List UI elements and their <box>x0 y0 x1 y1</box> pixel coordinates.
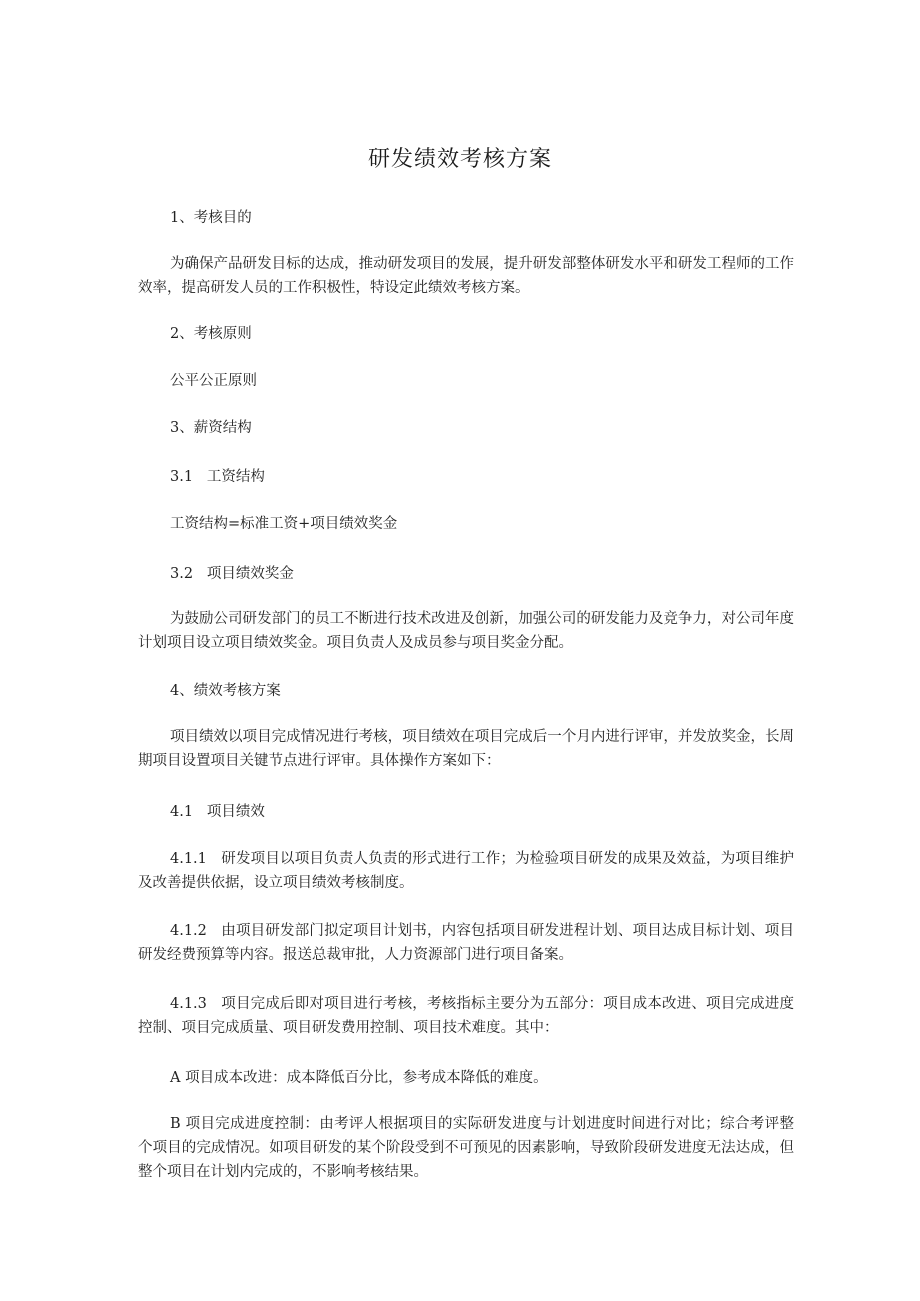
paragraph-4-1-2: 4.1.2 由项目研发部门拟定项目计划书，内容包括项目研发进程计划、项目达成目标计划、项目研发经费预算等内容。报送总裁审批，人力资源部门进行项目备案。 <box>138 923 794 963</box>
paragraph-item-a: A 项目成本改进：成本降低百分比，参考成本降低的难度。 <box>170 1070 548 1086</box>
paragraph-bonus: 为鼓励公司研发部门的员工不断进行技术改进及创新，加强公司的研发能力及竞争力，对公司年度计划项目设立项目绩效奖金。项目负责人及成员参与项目奖金分配。 <box>138 611 794 651</box>
section-heading-1: 1、考核目的 <box>170 210 252 226</box>
document-title: 研发绩效考核方案 <box>367 147 552 172</box>
subsection-heading-3-1: 3.1 工资结构 <box>170 469 265 485</box>
paragraph-principle: 公平公正原则 <box>170 373 257 389</box>
section-heading-3: 3、薪资结构 <box>170 420 252 436</box>
paragraph-salary-structure: 工资结构=标准工资+项目绩效奖金 <box>170 516 398 532</box>
paragraph-4-1-1: 4.1.1 研发项目以项目负责人负责的形式进行工作；为检验项目研发的成果及效益，为项目维护及改善提供依据，设立项目绩效考核制度。 <box>138 851 794 891</box>
subsection-heading-3-2: 3.2 项目绩效奖金 <box>170 566 294 582</box>
section-heading-4: 4、绩效考核方案 <box>170 683 281 699</box>
paragraph-purpose: 为确保产品研发目标的达成，推动研发项目的发展，提升研发部整体研发水平和研发工程师的工作效率，提高研发人员的工作积极性，特设定此绩效考核方案。 <box>138 256 794 296</box>
section-heading-2: 2、考核原则 <box>170 326 252 342</box>
paragraph-4-1-3: 4.1.3 项目完成后即对项目进行考核，考核指标主要分为五部分：项目成本改进、项目完成进度控制、项目完成质量、项目研发费用控制、项目技术难度。其中： <box>138 996 794 1036</box>
paragraph-item-b: B 项目完成进度控制：由考评人根据项目的实际研发进度与计划进度时间进行对比；综合考评整个项目的完成情况。如项目研发的某个阶段受到不可预见的因素影响，导致阶段研发进度无法达成，但整个项目在计划内完成的，不影响考核结果。 <box>138 1116 794 1180</box>
subsection-heading-4-1: 4.1 项目绩效 <box>170 804 265 820</box>
paragraph-assessment-plan: 项目绩效以项目完成情况进行考核，项目绩效在项目完成后一个月内进行评审，并发放奖金，长周期项目设置项目关键节点进行评审。具体操作方案如下： <box>138 729 794 769</box>
